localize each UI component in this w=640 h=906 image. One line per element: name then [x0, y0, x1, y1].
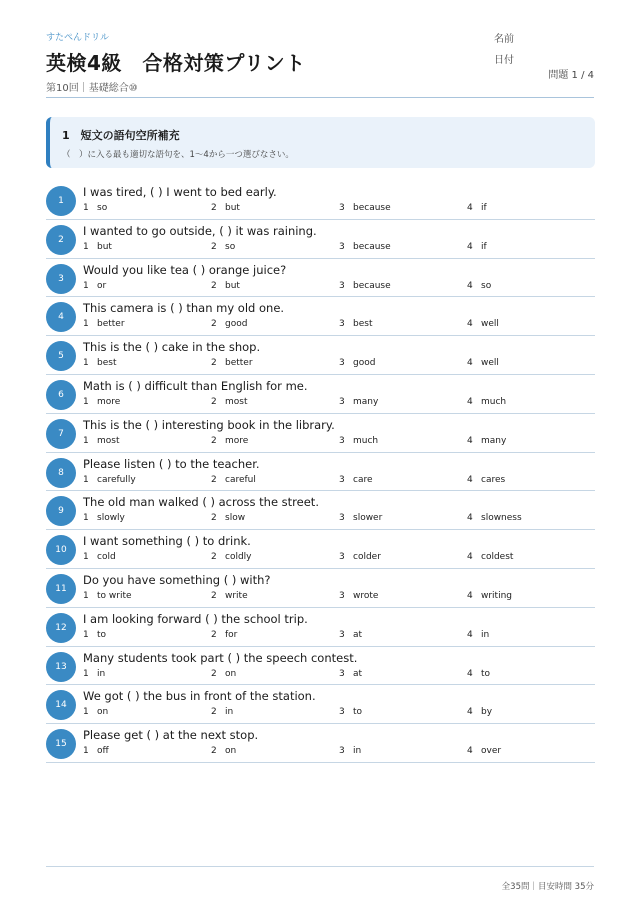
question-stem: Many students took part ( ) the speech contest. — [83, 650, 358, 665]
question-number-badge: 3 — [46, 264, 76, 294]
answer-choice[interactable] — [339, 319, 372, 329]
choice-text: well — [481, 319, 499, 330]
answer-choice[interactable] — [211, 746, 236, 756]
choice-number: 3 — [339, 668, 345, 679]
choice-number: 3 — [339, 358, 345, 369]
choice-number: 3 — [339, 474, 345, 485]
choice-text: best — [97, 358, 117, 369]
answer-choice[interactable] — [211, 358, 253, 368]
question-number-badge: 7 — [46, 419, 76, 449]
answer-choice[interactable] — [339, 591, 378, 601]
answer-choice[interactable] — [339, 281, 391, 291]
choice-number: 1 — [83, 280, 89, 291]
choice-text: on — [225, 668, 237, 679]
choice-text: cares — [481, 474, 506, 485]
choice-text: good — [225, 319, 248, 330]
question-number-badge: 10 — [46, 535, 76, 565]
date-label: 日付 — [494, 55, 514, 66]
choice-number: 3 — [339, 552, 345, 563]
choice-text: slower — [353, 513, 383, 524]
choice-text: because — [353, 280, 391, 291]
choice-text: writing — [481, 590, 513, 601]
choice-text: much — [481, 396, 507, 407]
question-number-badge: 8 — [46, 458, 76, 488]
choice-text: on — [225, 746, 237, 757]
choice-number: 1 — [83, 668, 89, 679]
answer-choice[interactable] — [467, 203, 487, 213]
choice-number: 3 — [339, 396, 345, 407]
answer-choice[interactable] — [467, 319, 499, 329]
choice-text: better — [225, 358, 253, 369]
choice-number: 4 — [467, 474, 473, 485]
choice-number: 3 — [339, 435, 345, 446]
question-number-badge: 9 — [46, 496, 76, 526]
choice-text: many — [353, 396, 379, 407]
answer-choice[interactable] — [339, 746, 361, 756]
answer-choice[interactable] — [83, 746, 109, 756]
choice-text: many — [481, 435, 507, 446]
question-number-badge: 12 — [46, 613, 76, 643]
question-row — [46, 530, 595, 569]
question-number-badge: 4 — [46, 302, 76, 332]
choice-text: carefully — [97, 474, 136, 485]
choice-text: coldest — [481, 552, 514, 563]
footer-divider — [46, 866, 594, 867]
choice-number: 3 — [339, 590, 345, 601]
choice-number: 4 — [467, 552, 473, 563]
question-row — [46, 297, 595, 336]
choice-text: well — [481, 358, 499, 369]
answer-choice[interactable] — [339, 513, 382, 523]
choice-text: on — [97, 707, 109, 718]
answer-choice[interactable] — [83, 319, 125, 329]
choice-number: 3 — [339, 629, 345, 640]
choice-number: 1 — [83, 746, 89, 757]
answer-choice[interactable] — [339, 552, 381, 562]
choice-text: at — [353, 629, 363, 640]
choice-number: 2 — [211, 203, 217, 213]
choice-number: 3 — [339, 319, 345, 330]
choice-number: 2 — [211, 358, 217, 369]
question-number-badge: 15 — [46, 729, 76, 759]
choice-number: 2 — [211, 319, 217, 330]
choice-text: slow — [225, 513, 246, 524]
answer-choice[interactable] — [339, 475, 373, 485]
choice-number: 2 — [211, 396, 217, 407]
answer-choice[interactable] — [467, 552, 513, 562]
choice-text: good — [353, 358, 376, 369]
answer-choice[interactable] — [211, 319, 247, 329]
question-row — [46, 375, 595, 414]
choice-number: 2 — [211, 241, 217, 252]
answer-choice[interactable] — [83, 707, 108, 717]
choice-number: 3 — [339, 280, 345, 291]
answer-choice[interactable] — [467, 436, 506, 446]
answer-choice[interactable] — [339, 630, 362, 640]
choice-number: 4 — [467, 513, 473, 524]
choice-text: best — [353, 319, 373, 330]
choice-text: because — [353, 203, 391, 213]
answer-choice[interactable] — [211, 203, 240, 213]
choice-text: in — [97, 668, 106, 679]
page-title: 英検4級 合格対策プリント — [46, 51, 306, 75]
name-label: 名前 — [494, 34, 514, 45]
choice-number: 4 — [467, 435, 473, 446]
answer-choice[interactable] — [83, 358, 116, 368]
answer-choice[interactable] — [211, 475, 256, 485]
question-stem: I want something ( ) to drink. — [83, 534, 251, 549]
choice-text: but — [225, 280, 240, 291]
choice-number: 1 — [83, 474, 89, 485]
answer-choice[interactable] — [211, 281, 240, 291]
choice-number: 2 — [211, 668, 217, 679]
choice-number: 1 — [83, 590, 89, 601]
answer-choice[interactable] — [467, 669, 490, 679]
answer-choice[interactable] — [467, 513, 522, 523]
question-row — [46, 336, 595, 375]
question-number-badge: 11 — [46, 574, 76, 604]
question-stem: I am looking forward ( ) the school trip. — [83, 611, 308, 626]
choice-text: much — [353, 435, 379, 446]
question-number-badge: 14 — [46, 690, 76, 720]
answer-choice[interactable] — [339, 358, 375, 368]
choice-text: so — [97, 203, 108, 213]
brand-label: すたぺんドリル — [46, 33, 110, 43]
answer-choice[interactable] — [83, 475, 136, 485]
answer-choice[interactable] — [467, 707, 492, 717]
choice-text: to — [97, 629, 107, 640]
question-list — [46, 181, 595, 763]
choice-number: 1 — [83, 435, 89, 446]
question-stem: This is the ( ) cake in the shop. — [83, 340, 261, 355]
choice-number: 2 — [211, 280, 217, 291]
choice-text: for — [225, 629, 238, 640]
answer-choice[interactable] — [211, 669, 236, 679]
choice-number: 4 — [467, 668, 473, 679]
question-stem: I was tired, ( ) I went to bed early. — [83, 185, 277, 199]
answer-choice[interactable] — [467, 630, 489, 640]
question-number-badge: 2 — [46, 225, 76, 255]
answer-choice[interactable] — [467, 358, 499, 368]
choice-number: 4 — [467, 280, 473, 291]
choice-number: 2 — [211, 707, 217, 718]
choice-number: 4 — [467, 203, 473, 213]
choice-number: 4 — [467, 241, 473, 252]
choice-number: 4 — [467, 590, 473, 601]
choice-text: slowness — [481, 513, 522, 524]
answer-choice[interactable] — [83, 669, 105, 679]
answer-choice[interactable] — [467, 475, 505, 485]
choice-number: 4 — [467, 707, 473, 718]
answer-choice[interactable] — [467, 591, 512, 601]
question-stem: I wanted to go outside, ( ) it was raining. — [83, 223, 317, 238]
question-stem: We got ( ) the bus in front of the station. — [83, 689, 316, 704]
choice-text: by — [481, 707, 493, 718]
page-indicator: 問題 1 / 4 — [548, 70, 594, 81]
page-subtitle: 第10回｜基礎総合⑩ — [46, 83, 138, 94]
choice-number: 2 — [211, 590, 217, 601]
question-number-badge: 1 — [46, 186, 76, 216]
answer-choice[interactable] — [83, 203, 107, 213]
choice-text: but — [97, 241, 112, 252]
answer-choice[interactable] — [467, 281, 491, 291]
choice-number: 1 — [83, 358, 89, 369]
choice-number: 1 — [83, 707, 89, 718]
answer-choice[interactable] — [339, 707, 362, 717]
choice-text: off — [97, 746, 109, 757]
choice-text: write — [225, 590, 248, 601]
choice-number: 1 — [83, 396, 89, 407]
question-stem: Please get ( ) at the next stop. — [83, 728, 259, 743]
answer-choice[interactable] — [211, 707, 233, 717]
question-stem: The old man walked ( ) across the street. — [83, 495, 319, 510]
question-number-badge: 6 — [46, 380, 76, 410]
choice-text: most — [225, 396, 248, 407]
choice-text: if — [481, 241, 487, 252]
choice-number: 3 — [339, 746, 345, 757]
choice-text: care — [353, 474, 373, 485]
question-stem: Do you have something ( ) with? — [83, 572, 271, 587]
answer-choice[interactable] — [83, 630, 106, 640]
choice-text: coldly — [225, 552, 252, 563]
choice-text: better — [97, 319, 125, 330]
answer-choice[interactable] — [211, 513, 245, 523]
choice-text: careful — [225, 474, 256, 485]
choice-text: but — [225, 203, 240, 213]
answer-choice[interactable] — [83, 242, 112, 252]
question-row — [46, 181, 595, 220]
question-stem: Would you like tea ( ) orange juice? — [83, 262, 287, 277]
choice-number: 4 — [467, 358, 473, 369]
section-header — [46, 117, 595, 168]
choice-number: 2 — [211, 435, 217, 446]
question-row — [46, 259, 595, 298]
answer-choice[interactable] — [467, 746, 501, 756]
choice-number: 4 — [467, 319, 473, 330]
answer-choice[interactable] — [211, 552, 252, 562]
choice-number: 4 — [467, 629, 473, 640]
choice-text: in — [225, 707, 234, 718]
choice-text: cold — [97, 552, 116, 563]
choice-number: 2 — [211, 746, 217, 757]
choice-text: over — [481, 746, 502, 757]
question-stem: This camera is ( ) than my old one. — [83, 301, 285, 316]
answer-choice[interactable] — [83, 397, 120, 407]
choice-text: or — [97, 280, 107, 291]
choice-number: 3 — [339, 513, 345, 524]
choice-number: 1 — [83, 513, 89, 524]
answer-choice[interactable] — [339, 203, 391, 213]
answer-choice[interactable] — [211, 591, 248, 601]
choice-text: more — [97, 396, 121, 407]
answer-choice[interactable] — [339, 669, 362, 679]
footer-note: 全35問｜目安時間 35分 — [501, 882, 594, 892]
question-number-badge: 5 — [46, 341, 76, 371]
choice-number: 3 — [339, 707, 345, 718]
choice-text: to write — [97, 590, 132, 601]
choice-number: 2 — [211, 629, 217, 640]
answer-choice[interactable] — [211, 436, 248, 446]
question-stem: This is the ( ) interesting book in the library. — [83, 417, 335, 432]
choice-text: if — [481, 203, 487, 213]
choice-text: slowly — [97, 513, 125, 524]
answer-choice[interactable] — [83, 591, 132, 601]
choice-text: in — [353, 746, 362, 757]
choice-text: because — [353, 241, 391, 252]
choice-text: colder — [353, 552, 381, 563]
answer-choice[interactable] — [211, 397, 248, 407]
answer-choice[interactable] — [211, 242, 235, 252]
choice-number: 4 — [467, 746, 473, 757]
answer-choice[interactable] — [83, 552, 116, 562]
question-row — [46, 569, 595, 608]
question-stem: Please listen ( ) to the teacher. — [83, 456, 260, 471]
choice-text: in — [481, 629, 490, 640]
question-row — [46, 724, 595, 763]
question-number-badge: 13 — [46, 652, 76, 682]
choice-number: 3 — [339, 241, 345, 252]
choice-number: 1 — [83, 241, 89, 252]
choice-number: 3 — [339, 203, 345, 213]
choice-text: at — [353, 668, 363, 679]
answer-choice[interactable] — [83, 513, 125, 523]
answer-choice[interactable] — [83, 281, 106, 291]
choice-number: 1 — [83, 629, 89, 640]
header-divider — [46, 97, 594, 98]
answer-choice[interactable] — [339, 242, 391, 252]
answer-choice[interactable] — [211, 630, 237, 640]
answer-choice[interactable] — [339, 397, 378, 407]
answer-choice[interactable] — [467, 397, 506, 407]
choice-text: more — [225, 435, 249, 446]
answer-choice[interactable] — [83, 436, 120, 446]
choice-text: to — [481, 668, 491, 679]
choice-text: so — [481, 280, 492, 291]
answer-choice[interactable] — [339, 436, 378, 446]
choice-number: 4 — [467, 396, 473, 407]
question-row — [46, 647, 595, 686]
choice-number: 2 — [211, 552, 217, 563]
question-stem: Math is ( ) difficult than English for me. — [83, 378, 308, 393]
question-row — [46, 453, 595, 492]
question-row — [46, 491, 595, 530]
choice-number: 1 — [83, 319, 89, 330]
question-row — [46, 608, 595, 647]
choice-text: most — [97, 435, 120, 446]
choice-text: wrote — [353, 590, 379, 601]
answer-choice[interactable] — [467, 242, 487, 252]
choice-number: 1 — [83, 203, 89, 213]
choice-number: 2 — [211, 513, 217, 524]
choice-number: 1 — [83, 552, 89, 563]
choice-number: 2 — [211, 474, 217, 485]
section-title: 1 短文の語句空所補充 — [62, 129, 180, 142]
section-instruction: （ ）に入る最も適切な語句を、1〜4から一つ選びなさい。 — [62, 150, 294, 160]
choice-text: so — [225, 241, 236, 252]
question-row — [46, 685, 595, 724]
choice-text: to — [353, 707, 363, 718]
question-row — [46, 220, 595, 259]
question-row — [46, 414, 595, 453]
